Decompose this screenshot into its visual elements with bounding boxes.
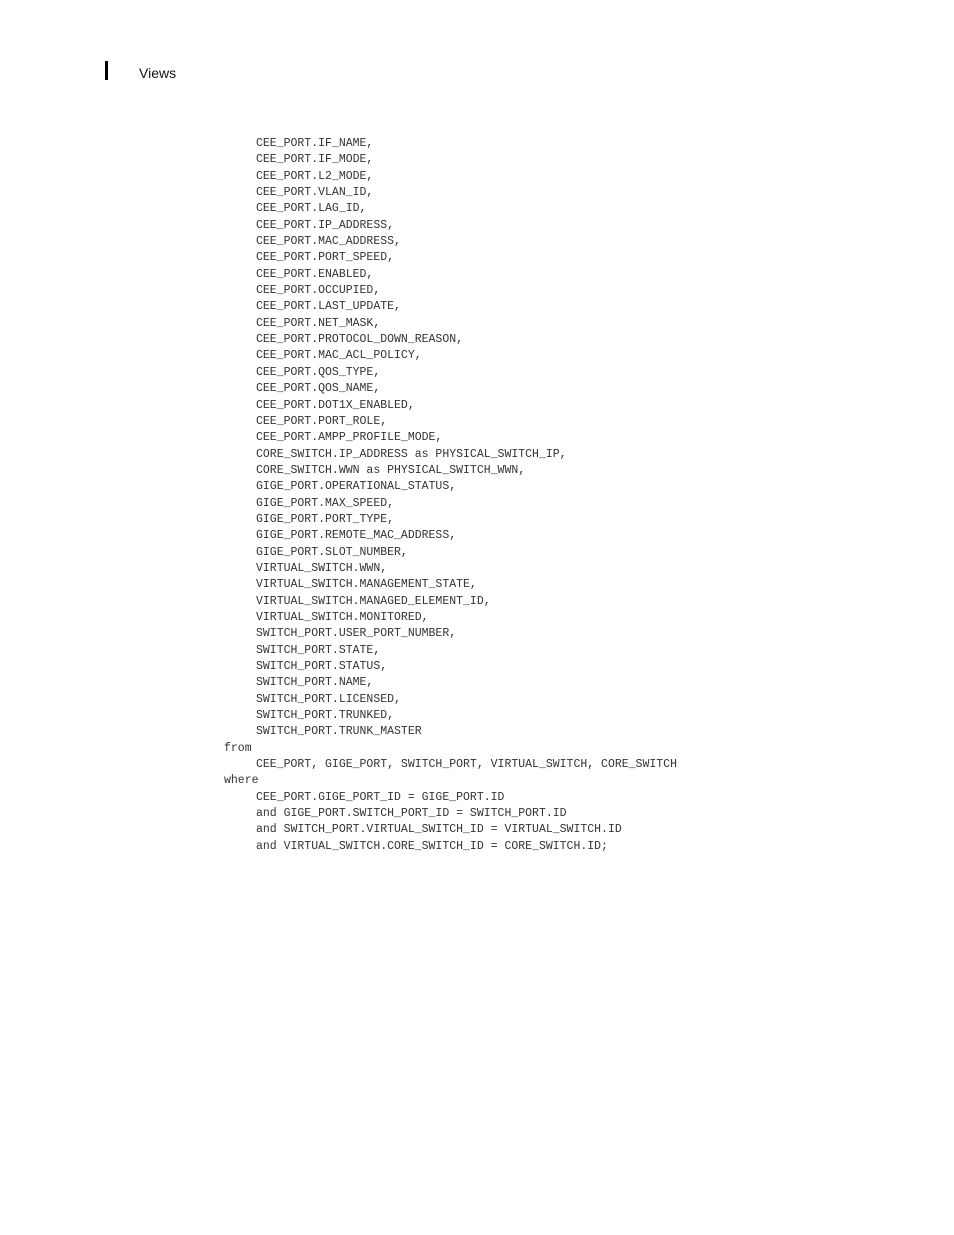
code-line: CEE_PORT.MAC_ACL_POLICY, [256,349,422,363]
code-line: VIRTUAL_SWITCH.MONITORED, [256,610,429,624]
code-line: SWITCH_PORT.LICENSED, [256,692,401,706]
code-line: CEE_PORT.LAG_ID, [256,202,367,216]
code-line: CEE_PORT.PROTOCOL_DOWN_REASON, [256,333,464,347]
code-line: SWITCH_PORT.NAME, [256,676,374,690]
code-line: VIRTUAL_SWITCH.MANAGED_ELEMENT_ID, [256,594,491,608]
code-line: CEE_PORT, GIGE_PORT, SWITCH_PORT, VIRTUAL_SWITCH, CORE_SWITCH [256,758,677,772]
code-line: SWITCH_PORT.TRUNKED, [256,709,395,723]
code-line: CEE_PORT.PORT_ROLE, [256,414,388,428]
code-line: SWITCH_PORT.TRUNK_MASTER [256,725,422,739]
code-line: CEE_PORT.IP_ADDRESS, [256,218,395,232]
code-line: GIGE_PORT.MAX_SPEED, [256,496,395,510]
code-line: CEE_PORT.QOS_TYPE, [256,365,381,379]
code-line: and SWITCH_PORT.VIRTUAL_SWITCH_ID = VIRTUAL_SWITCH.ID [256,823,622,837]
code-line: CEE_PORT.IF_MODE, [256,153,374,167]
code-line: CORE_SWITCH.IP_ADDRESS as PHYSICAL_SWITCH_IP, [256,447,567,461]
code-line: CEE_PORT.QOS_NAME, [256,382,381,396]
code-line: CEE_PORT.MAC_ADDRESS, [256,235,401,249]
code-line: GIGE_PORT.PORT_TYPE, [256,512,395,526]
code-line: CEE_PORT.DOT1X_ENABLED, [256,398,415,412]
sql-code-block [224,136,677,855]
code-line: and GIGE_PORT.SWITCH_PORT_ID = SWITCH_PORT.ID [256,807,567,821]
code-line: CEE_PORT.NET_MASK, [256,316,381,330]
code-line: CEE_PORT.GIGE_PORT_ID = GIGE_PORT.ID [256,790,505,804]
code-line: from [224,741,252,755]
code-line: VIRTUAL_SWITCH.WWN, [256,561,388,575]
code-line: CEE_PORT.AMPP_PROFILE_MODE, [256,431,443,445]
code-line: CEE_PORT.LAST_UPDATE, [256,300,401,314]
code-line: where [224,774,259,788]
code-line: CEE_PORT.ENABLED, [256,267,374,281]
header-marker-bar [105,61,108,80]
code-line: CORE_SWITCH.WWN as PHYSICAL_SWITCH_WWN, [256,463,526,477]
code-line: CEE_PORT.OCCUPIED, [256,284,381,298]
code-line: SWITCH_PORT.STATE, [256,643,381,657]
code-line: GIGE_PORT.OPERATIONAL_STATUS, [256,480,457,494]
code-line: CEE_PORT.PORT_SPEED, [256,251,395,265]
code-line: SWITCH_PORT.USER_PORT_NUMBER, [256,627,457,641]
code-line: CEE_PORT.VLAN_ID, [256,186,374,200]
code-line: CEE_PORT.L2_MODE, [256,169,374,183]
code-line: VIRTUAL_SWITCH.MANAGEMENT_STATE, [256,578,477,592]
page-section-title: Views [139,65,177,81]
code-line: SWITCH_PORT.STATUS, [256,660,388,673]
code-line: GIGE_PORT.SLOT_NUMBER, [256,545,408,559]
code-line: GIGE_PORT.REMOTE_MAC_ADDRESS, [256,529,457,543]
code-line: CEE_PORT.IF_NAME, [256,137,374,150]
code-line: and VIRTUAL_SWITCH.CORE_SWITCH_ID = CORE_SWITCH.ID; [256,839,608,853]
